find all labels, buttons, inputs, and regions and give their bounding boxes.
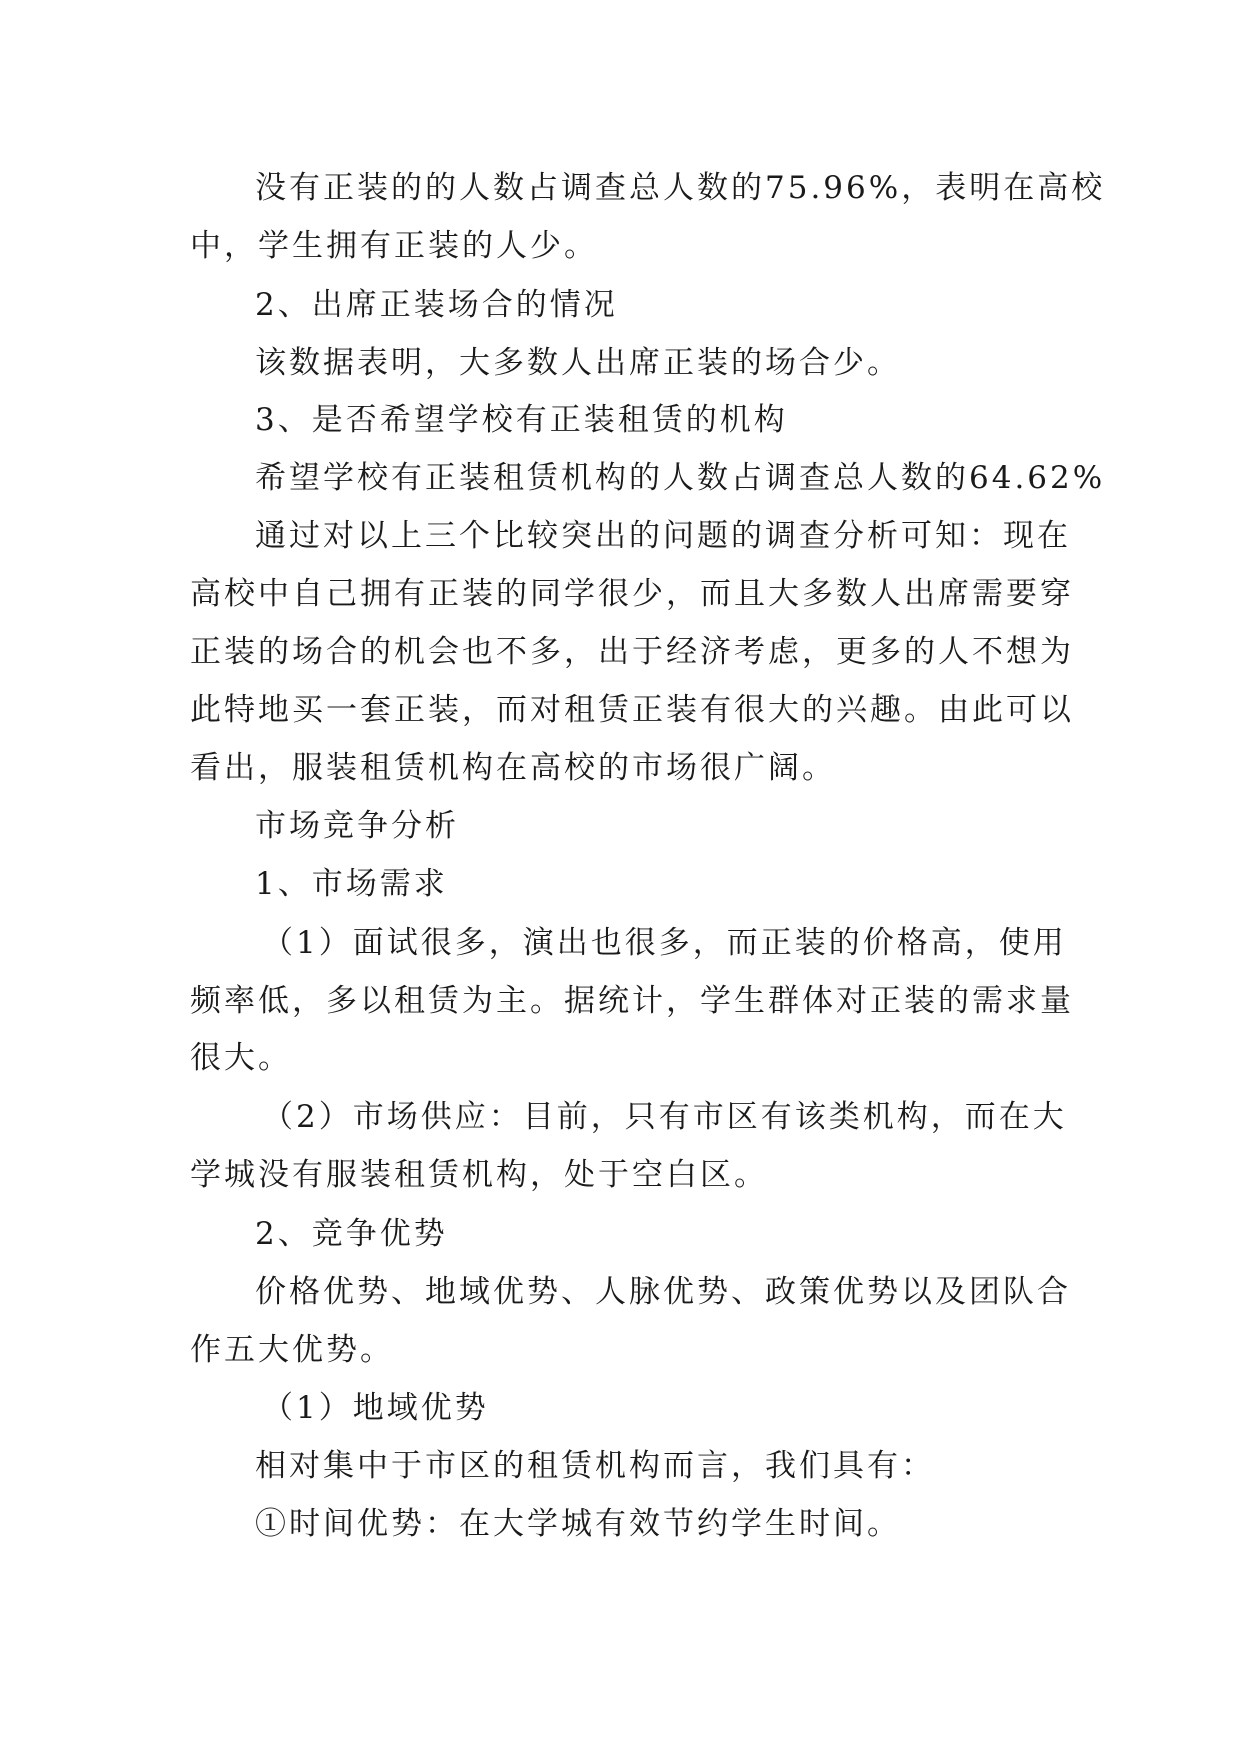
- section-heading: 3、是否希望学校有正装租赁的机构: [255, 402, 788, 438]
- paragraph-line: 看出，服装租赁机构在高校的市场很广阔。: [190, 750, 836, 786]
- paragraph-line: 很大。: [190, 1040, 292, 1076]
- paragraph-line: ①时间优势：在大学城有效节约学生时间。: [255, 1506, 901, 1542]
- paragraph-line: 正装的场合的机会也不多，出于经济考虑，更多的人不想为: [190, 634, 1074, 670]
- paragraph-line: 价格优势、地域优势、人脉优势、政策优势以及团队合: [255, 1274, 1071, 1310]
- paragraph-line: 相对集中于市区的租赁机构而言，我们具有：: [255, 1448, 935, 1484]
- paragraph-line: （2）市场供应：目前，只有市区有该类机构，而在大: [262, 1099, 1067, 1135]
- paragraph-line: 希望学校有正装租赁机构的人数占调查总人数的64.62%: [255, 460, 1106, 496]
- paragraph-line: （1）面试很多，演出也很多，而正装的价格高，使用: [262, 925, 1067, 961]
- paragraph-line: 该数据表明，大多数人出席正装的场合少。: [255, 345, 901, 381]
- paragraph-line: 高校中自己拥有正装的同学很少，而且大多数人出席需要穿: [190, 576, 1074, 612]
- section-heading: 2、竞争优势: [255, 1216, 448, 1252]
- paragraph-line: 频率低，多以租赁为主。据统计，学生群体对正装的需求量: [190, 983, 1074, 1019]
- paragraph-line: 作五大优势。: [190, 1332, 394, 1368]
- paragraph-line: 学城没有服装租赁机构，处于空白区。: [190, 1157, 768, 1193]
- paragraph-line: 没有正装的的人数占调查总人数的75.96%，表明在高校: [255, 170, 1106, 206]
- section-heading: （1）地域优势: [262, 1390, 489, 1426]
- section-heading: 1、市场需求: [255, 866, 448, 902]
- paragraph-line: 中，学生拥有正装的人少。: [190, 228, 598, 264]
- section-heading: 市场竞争分析: [255, 808, 459, 844]
- section-heading: 2、出席正装场合的情况: [255, 287, 618, 323]
- paragraph-line: 此特地买一套正装，而对租赁正装有很大的兴趣。由此可以: [190, 692, 1074, 728]
- paragraph-line: 通过对以上三个比较突出的问题的调查分析可知：现在: [255, 518, 1071, 554]
